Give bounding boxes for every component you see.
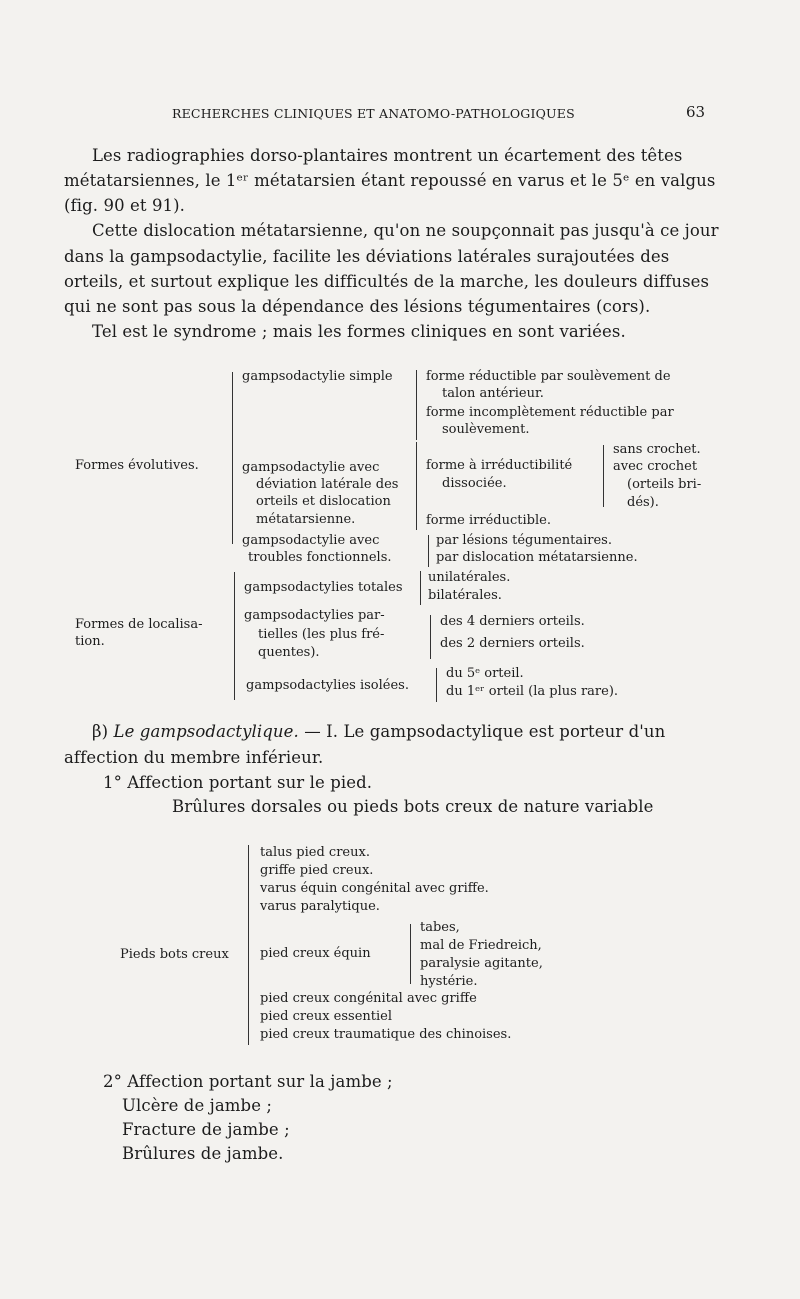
- affection-jambe-heading: 2° Affection portant sur la jambe ;: [103, 1072, 393, 1091]
- bilaterales: bilatérales.: [428, 588, 502, 603]
- gampsodactylies-partielles-3: quentes).: [258, 645, 320, 660]
- brace-simple: [416, 370, 417, 440]
- beta-label: β): [92, 722, 114, 741]
- pied-creux-essentiel: pied creux essentiel: [260, 1009, 392, 1024]
- talus-pied-creux: talus pied creux.: [260, 845, 370, 860]
- forme-reductible-2: talon antérieur.: [442, 386, 544, 401]
- brace-totales: [420, 571, 421, 605]
- brulures-dorsales: Brûlures dorsales ou pieds bots creux de nature variable: [172, 797, 654, 816]
- forme-incomplet-1: forme incomplètement réductible par: [426, 405, 674, 420]
- pied-creux-congenital: pied creux congénital avec griffe: [260, 991, 477, 1006]
- gampsodactylie-avec-2: déviation latérale des: [256, 477, 399, 492]
- para1-line3: (fig. 90 et 91).: [64, 196, 186, 215]
- para1-line2: métatarsiennes, le 1ᵉʳ métatarsien étant repoussé en varus et le 5ᵉ en valgus: [64, 171, 716, 190]
- des-4-derniers: des 4 derniers orteils.: [440, 614, 585, 629]
- paralysie-agitante: paralysie agitante,: [420, 956, 543, 971]
- para2-line1: Cette dislocation métatarsienne, qu'on ne soupçonnait pas jusqu'à ce jour: [92, 221, 719, 240]
- brace-troubles: [428, 535, 429, 567]
- brace-localisation: [234, 572, 235, 700]
- gampsodactylie-simple: gampsodactylie simple: [242, 369, 393, 384]
- formes-evolutives-label: Formes évolutives.: [75, 458, 199, 473]
- formes-localisation-1: Formes de localisa-: [75, 617, 203, 632]
- para2-line2: dans la gampsodactylie, facilite les déviations latérales surajoutées des: [64, 247, 670, 266]
- fracture-de-jambe: Fracture de jambe ;: [122, 1120, 290, 1139]
- pieds-bots-creux-label: Pieds bots creux: [120, 947, 229, 962]
- pied-creux-equin: pied creux équin: [260, 946, 371, 961]
- unilaterales: unilatérales.: [428, 570, 511, 585]
- du-5e-orteil: du 5ᵉ orteil.: [446, 666, 524, 681]
- para2-line4: qui ne sont pas sous la dépendance des lésions tégumentaires (cors).: [64, 297, 651, 316]
- gampsodactylies-partielles-1: gampsodactylies par-: [244, 608, 385, 623]
- para1-line1: Les radiographies dorso-plantaires montrent un écartement des têtes: [92, 146, 683, 165]
- section-beta-line2: affection du membre inférieur.: [64, 748, 324, 767]
- orteils-brides-1: (orteils bri-: [627, 477, 702, 492]
- forme-irreductible: forme irréductible.: [426, 513, 551, 528]
- forme-irred-dissoc-2: dissociée.: [442, 476, 507, 491]
- gampsodactylies-isolees: gampsodactylies isolées.: [246, 678, 409, 693]
- griffe-pied-creux: griffe pied creux.: [260, 863, 374, 878]
- pied-creux-traumatique: pied creux traumatique des chinoises.: [260, 1027, 512, 1042]
- gampsodactylie-troubles-1: gampsodactylie avec: [242, 533, 380, 548]
- varus-equin: varus équin congénital avec griffe.: [260, 881, 489, 896]
- brace-equin: [410, 924, 411, 984]
- forme-irred-dissoc-1: forme à irréductibilité: [426, 458, 573, 473]
- page-number: 63: [686, 103, 706, 121]
- formes-localisation-2: tion.: [75, 634, 105, 649]
- orteils-brides-2: dés).: [627, 495, 659, 510]
- gampsodactylie-troubles-2: troubles fonctionnels.: [248, 550, 392, 565]
- hysterie: hystérie.: [420, 974, 478, 989]
- gampsodactylie-avec-4: métatarsienne.: [256, 512, 356, 527]
- para3-line1: Tel est le syndrome ; mais les formes cliniques en sont variées.: [92, 322, 626, 341]
- varus-paralytique: varus paralytique.: [260, 899, 380, 914]
- avec-crochet: avec crochet: [613, 459, 698, 474]
- du-1er-orteil: du 1ᵉʳ orteil (la plus rare).: [446, 684, 619, 699]
- brace-pieds-bots: [248, 845, 249, 1045]
- des-2-derniers: des 2 derniers orteils.: [440, 636, 585, 651]
- brace-avec: [416, 442, 417, 530]
- running-title: RECHERCHES CLINIQUES ET ANATOMO-PATHOLOGIQUES: [172, 106, 575, 121]
- gampsodactylies-totales: gampsodactylies totales: [244, 580, 403, 595]
- affection-pied-heading: 1° Affection portant sur le pied.: [103, 773, 373, 792]
- brace-partielles: [430, 615, 431, 659]
- ulcere-de-jambe: Ulcère de jambe ;: [122, 1096, 273, 1115]
- beta-title: Le gampsodactylique.: [113, 722, 299, 741]
- beta-rest: — I. Le gampsodactylique est porteur d'un: [298, 722, 666, 741]
- para2-line3: orteils, et surtout explique les difficultés de la marche, les douleurs diffuses: [64, 272, 710, 291]
- brace-formes-evolutives: [232, 372, 233, 544]
- brulures-de-jambe: Brûlures de jambe.: [122, 1144, 284, 1163]
- par-lesions: par lésions tégumentaires.: [436, 533, 612, 548]
- forme-incomplet-2: soulèvement.: [442, 422, 530, 437]
- gampsodactylie-avec-3: orteils et dislocation: [256, 494, 391, 509]
- gampsodactylies-partielles-2: tielles (les plus fré-: [258, 627, 385, 642]
- par-dislocation: par dislocation métatarsienne.: [436, 550, 638, 565]
- brace-isolees: [436, 668, 437, 702]
- forme-reductible-1: forme réductible par soulèvement de: [426, 369, 671, 384]
- mal-de-friedreich: mal de Friedreich,: [420, 938, 542, 953]
- sans-crochet: sans crochet.: [613, 442, 701, 457]
- brace-crochet: [603, 445, 604, 507]
- section-beta-line1: [92, 722, 665, 741]
- gampsodactylie-avec-1: gampsodactylie avec: [242, 460, 380, 475]
- tabes: tabes,: [420, 920, 460, 935]
